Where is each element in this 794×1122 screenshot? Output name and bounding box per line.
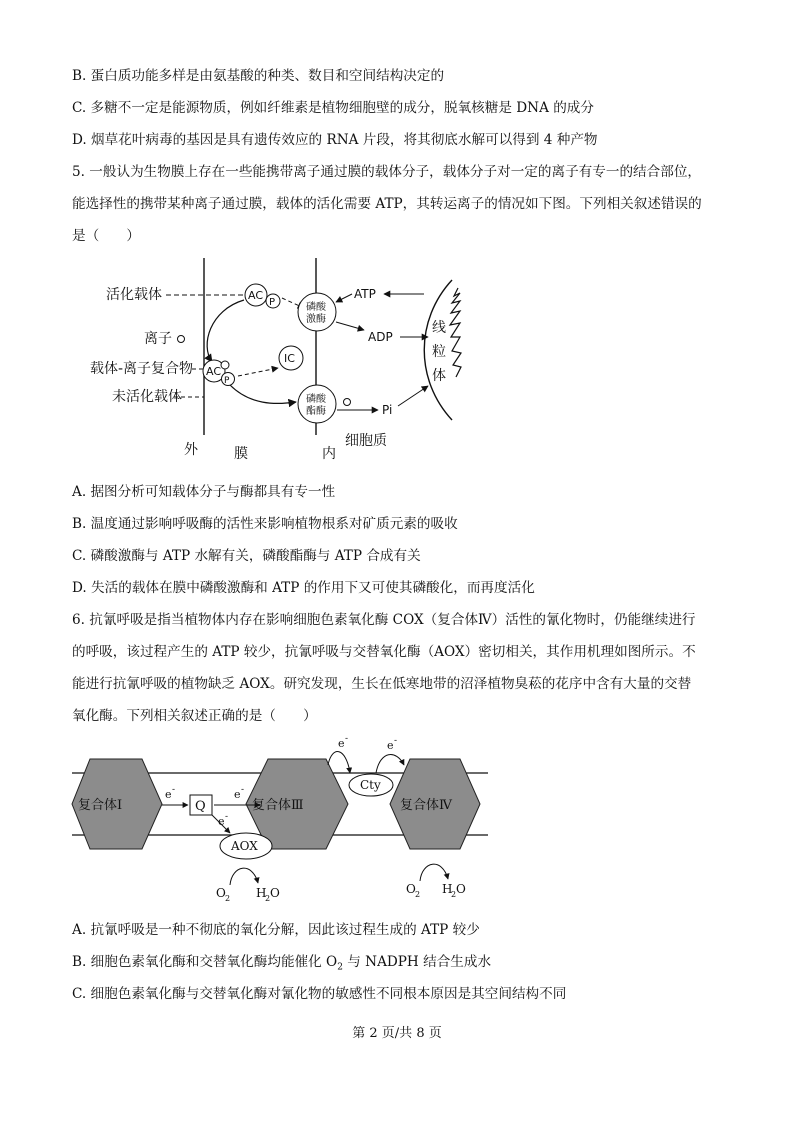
mito-label-3: 体 — [432, 368, 446, 384]
q5-option-d: D. 失活的载体在膜中磷酸激酶和 ATP 的作用下又可使其磷酸化，而再度活化 — [72, 580, 535, 596]
mito-label-2: 粒 — [432, 344, 446, 360]
ac-label-top: AC — [248, 289, 264, 302]
option-b-line: B. 蛋白质功能多样是由氨基酸的种类、数目和空间结构决定的 — [72, 68, 445, 84]
adp-label: ADP — [368, 330, 393, 344]
o2-right-sub: 2 — [415, 890, 421, 899]
h2o-right-h: H — [442, 882, 453, 896]
atp-label: ATP — [354, 287, 376, 301]
h2o-right-o: O — [456, 882, 466, 896]
q5-option-a: A. 据图分析可知载体分子与酶都具有专一性 — [72, 484, 336, 500]
q6-stem-line1: 6. 抗氰呼吸是指当植物体内存在影响细胞色素氧化酶 COX（复合体Ⅳ）活性的氰化物时，仍能继续进行 — [72, 612, 696, 628]
esterase-label-1: 磷酸 — [306, 394, 326, 405]
label-inactive-carrier: 未活化载体 — [112, 389, 182, 405]
e-label-1: e — [165, 788, 172, 801]
e-label-2: e — [234, 788, 241, 801]
h2o-right-sub: 2 — [451, 890, 457, 899]
label-activated-carrier: 活化载体 — [106, 287, 162, 303]
q5-stem-line2: 能选择性的携带某种离子通过膜，载体的活化需要 ATP，其转运离子的情况如下图。下列相关叙述错误的 — [72, 196, 702, 212]
p-label-top: P — [269, 297, 276, 308]
e-sup-3: - — [225, 812, 229, 822]
h2o-left-h: H — [256, 886, 267, 900]
label-inside: 内 — [322, 446, 336, 462]
complex-1-label: 复合体Ⅰ — [78, 798, 123, 813]
carrier-transport-figure — [80, 250, 480, 465]
ac-label-complex: AC — [206, 365, 222, 378]
e-sup-4: - — [345, 735, 349, 744]
p-label-complex: P — [224, 376, 230, 386]
e-label-3: e — [218, 815, 225, 828]
cty-label: Cty — [360, 778, 381, 792]
label-ion: 离子 — [144, 331, 172, 347]
esterase-label-2: 酯酶 — [306, 406, 326, 417]
h2o-left-o: O — [270, 886, 280, 900]
label-membrane: 膜 — [234, 446, 248, 462]
q6-stem-line2: 的呼吸，该过程产生的 ATP 较少，抗氰呼吸与交替氧化酶（AOX）密切相关，其作用机理如图所示。不 — [72, 644, 696, 660]
h2o-left-sub: 2 — [265, 894, 271, 903]
e-sup-5: - — [394, 736, 398, 746]
q6-stem-line3: 能进行抗氰呼吸的植物缺乏 AOX。研究发现，生长在低寒地带的沼泽植物臭菘的花序中含有大量的交替 — [72, 676, 692, 692]
electron-transport-figure — [70, 735, 490, 905]
complex-3-label: 复合体Ⅲ — [252, 798, 304, 813]
q6-stem-line4: 氧化酶。下列相关叙述正确的是（ ） — [72, 708, 317, 724]
label-carrier-ion-complex: 载体-离子复合物 — [90, 361, 194, 377]
kinase-label-2: 激酶 — [306, 314, 326, 325]
pi-label: Pi — [382, 403, 393, 417]
label-outside: 外 — [184, 442, 198, 458]
kinase-label-1: 磷酸 — [306, 302, 326, 313]
q5-option-c: C. 磷酸激酶与 ATP 水解有关，磷酸酯酶与 ATP 合成有关 — [72, 548, 421, 564]
ic-label: IC — [284, 352, 295, 365]
q-label: Q — [195, 799, 206, 814]
aox-label: AOX — [231, 839, 258, 853]
e-label-4: e — [338, 737, 345, 750]
o2-left-sub: 2 — [225, 894, 231, 903]
o2-left-o: O — [216, 886, 226, 900]
q6-option-b — [72, 952, 491, 978]
e-sup-2: - — [241, 785, 245, 795]
mito-label-1: 线 — [432, 320, 446, 336]
label-cytoplasm: 细胞质 — [345, 433, 387, 449]
e-label-5: e — [387, 739, 394, 752]
q6-option-b-pre: B. 细胞色素氧化酶和交替氧化酶均能催化 O — [72, 954, 338, 970]
option-d-line: D. 烟草花叶病毒的基因是具有遗传效应的 RNA 片段，将其彻底水解可以得到 4 种产物 — [72, 132, 598, 148]
e-sup-1: - — [172, 785, 176, 795]
q5-stem-line1: 5. 一般认为生物膜上存在一些能携带离子通过膜的载体分子，载体分子对一定的离子有专一的结合部位， — [72, 164, 702, 180]
q6-option-b-sub: 2 — [337, 962, 343, 973]
o2-right-o: O — [406, 882, 416, 896]
mitochondrion-inner — [450, 288, 461, 377]
q6-option-a: A. 抗氰呼吸是一种不彻底的氧化分解，因此该过程生成的 ATP 较少 — [72, 922, 480, 938]
complex-4-label: 复合体Ⅳ — [400, 798, 452, 813]
page-footer: 第 2 页/共 8 页 — [352, 1026, 442, 1041]
q5-stem-line3: 是（ ） — [72, 228, 140, 244]
q6-option-b-post: 与 NADPH 结合生成水 — [342, 954, 492, 970]
q5-option-b: B. 温度通过影响呼吸酶的活性来影响植物根系对矿质元素的吸收 — [72, 516, 458, 532]
q6-option-c: C. 细胞色素氧化酶与交替氧化酶对氰化物的敏感性不同根本原因是其空间结构不同 — [72, 986, 567, 1002]
option-c-line: C. 多糖不一定是能源物质，例如纤维素是植物细胞壁的成分，脱氧核糖是 DNA 的成分 — [72, 100, 594, 116]
